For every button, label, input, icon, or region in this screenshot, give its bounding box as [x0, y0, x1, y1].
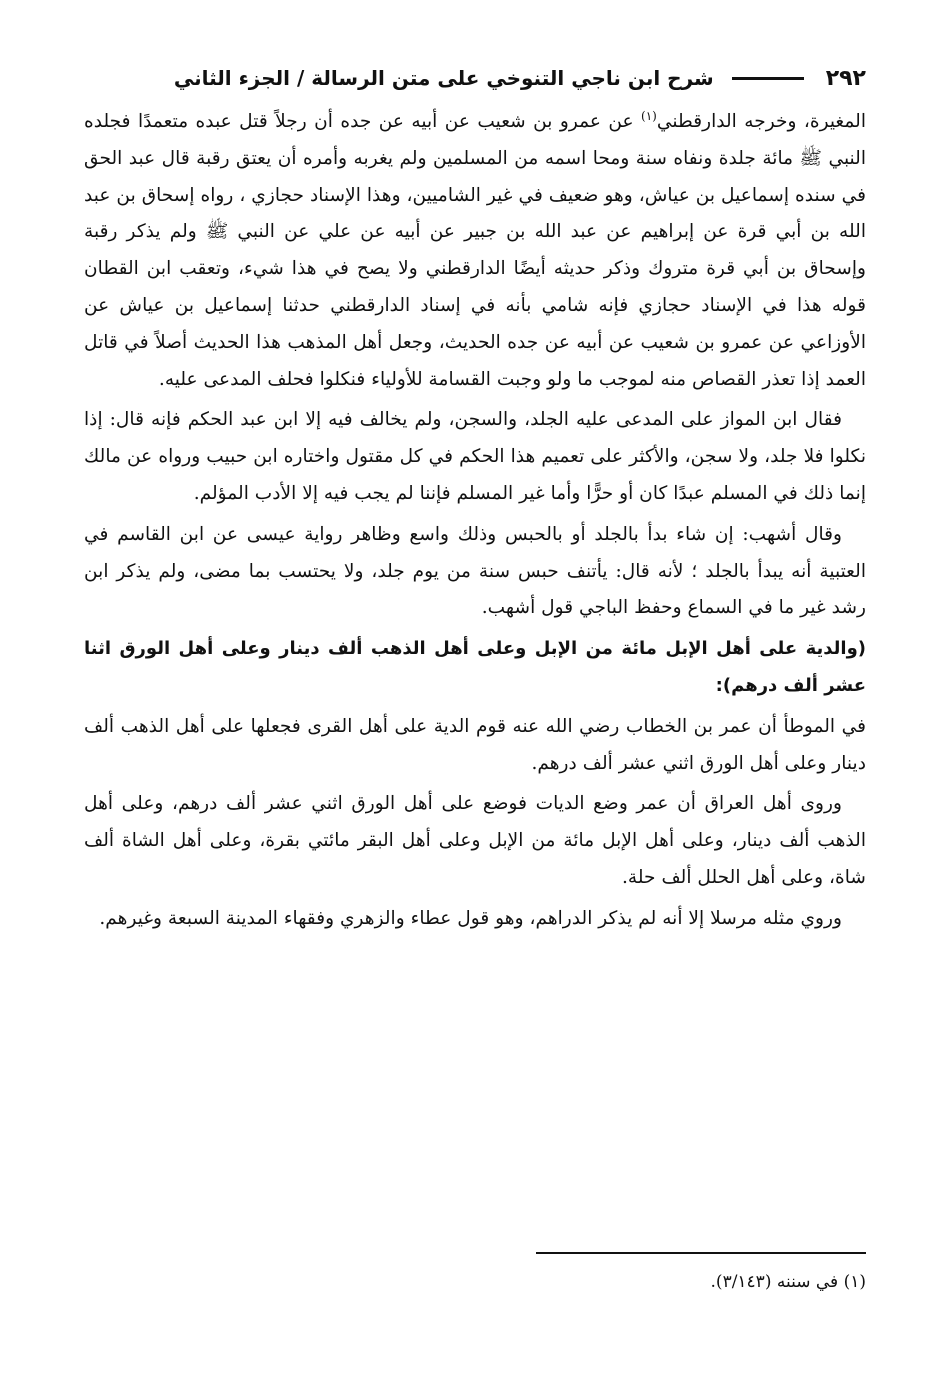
paragraph: في الموطأ أن عمر بن الخطاب رضي الله عنه قوم الدية على أهل القرى فجعلها على أهل الذهب ألف دينار وعلى أهل الورق اثني عشر ألف درهم. — [84, 715, 866, 774]
footnote: (١) في سننه (٣/١٤٣). — [710, 1272, 866, 1292]
running-title: شرح ابن ناجي التنوخي على متن الرسالة / الجزء الثاني — [173, 66, 714, 90]
paragraph: فقال ابن المواز على المدعى عليه الجلد، والسجن، ولم يخالف فيه إلا ابن عبد الحكم فإنه قال: إذا نكلوا فلا جلد، ولا سجن، والأكثر على تعميم هذا الحكم في كل مقتول واختاره ابن حبيب ورواه عن مالك إنما ذلك في المسلم عبدًا كان أو حرًّا وأما غير المسلم فإننا لم يجب فيه إلا الأدب المؤلم. — [84, 409, 866, 504]
paragraph-text: المغيرة، وخرجه الدارقطني — [656, 111, 866, 132]
paragraph: وروى أهل العراق أن عمر وضع الديات فوضع على أهل الورق اثني عشر ألف درهم، وعلى أهل الذهب ألف دينار، وعلى أهل الإبل مائة من الإبل وعلى أهل البقر مائتي بقرة، وعلى أهل الشاة ألف شاة، وعلى أهل الحلل ألف حلة. — [84, 793, 866, 888]
matn-quotation: (والدية على أهل الإبل مائة من الإبل وعلى أهل الذهب ألف دينار وعلى أهل الورق اثنا عشر ألف درهم): — [84, 638, 866, 696]
paragraph-text: عن عمرو بن شعيب عن أبيه عن جده أن رجلاً قتل عبده متعمدًا فجلده النبي ﷺ مائة جلدة ونفاه سنة ومحا اسمه من المسلمين ولم يغربه وأمره أن يعتق رقبة قال عبد الحق في سنده إسماعيل بن عياش، وهو ضعيف في غير الشاميين، وهذا الإسناد حجازي ، رواه إسحاق بن عبد الله بن أبي قرة عن إبراهيم عن عبد الله بن جبير عن أبيه عن علي عن النبي ﷺ ولم يذكر رقبة وإسحاق بن أبي قرة متروك وذكر حديثه أيضًا الدارقطني ولا يصح في هذا شيء، وتعقب ابن القطان قوله هذا في الإسناد حجازي فإنه شامي بأنه في إسناد الدارقطني حدثنا إسماعيل بن عياش عن الأوزاعي عن عمرو بن شعيب عن أبيه عن جده الحديث، وجعل أهل المذهب هذا الحديث أصلاً في قاتل العمد إذا تعذر القصاص منه لموجب ما ولو وجبت القسامة للأولياء فنكلوا فحلف المدعى عليه. — [84, 111, 866, 390]
page-header — [84, 58, 866, 98]
paragraph — [84, 104, 866, 398]
footnote-separator — [536, 1252, 866, 1254]
footnote-reference: (١) — [641, 108, 657, 123]
header-rule — [732, 77, 804, 80]
paragraph: وروي مثله مرسلا إلا أنه لم يذكر الدراهم، وهو قول عطاء والزهري وفقهاء المدينة السبعة وغيرهم. — [99, 907, 842, 929]
page-number: ٢٩٢ — [825, 65, 866, 91]
main-text — [84, 104, 866, 942]
paragraph: وقال أشهب: إن شاء بدأ بالجلد أو بالحبس وذلك واسع وظاهر رواية عيسى عن ابن القاسم في العتبية أنه يبدأ بالجلد ؛ لأنه قال: يأتنف حبس سنة من يوم جلد، ولا يحتسب بما مضى، ولم يذكر ابن رشد غير ما في السماع وحفظ الباجي قول أشهب. — [84, 523, 866, 619]
